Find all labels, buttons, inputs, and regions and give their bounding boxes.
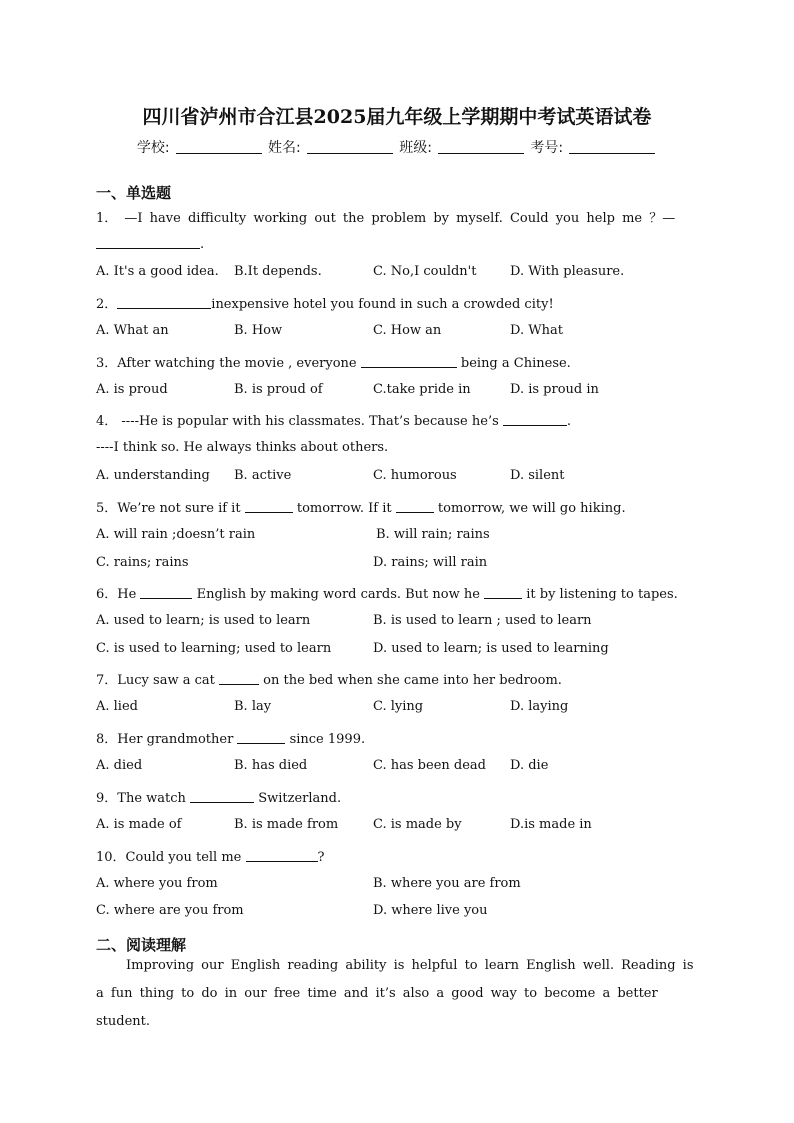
answer-blank — [117, 296, 211, 309]
option-d[interactable]: D.is made in — [510, 817, 592, 832]
answer-blank — [484, 586, 522, 599]
option-a[interactable]: A. used to learn; is used to learn — [96, 613, 311, 628]
option-b[interactable]: B. active — [234, 468, 292, 483]
option-b[interactable]: B. will rain; rains — [376, 527, 490, 542]
option-a[interactable]: A. is proud — [96, 382, 168, 397]
answer-blank — [361, 355, 457, 368]
option-c[interactable]: C.take pride in — [373, 382, 471, 397]
answer-blank — [190, 790, 254, 803]
option-a[interactable]: A. It's a good idea. — [96, 264, 219, 279]
option-c[interactable]: C. rains; rains — [96, 555, 189, 570]
number-label: 考号: — [530, 140, 564, 156]
option-c[interactable]: C. where are you from — [96, 903, 244, 918]
option-b[interactable]: B. is proud of — [234, 382, 323, 397]
question-9-stem: 9．The watch Switzerland. — [96, 791, 342, 806]
page-title: 四川省泸州市合江县2025届九年级上学期期中考试英语试卷 — [142, 106, 652, 128]
option-a[interactable]: A. is made of — [96, 817, 182, 832]
option-a[interactable]: A. What an — [96, 323, 169, 338]
option-b[interactable]: B. lay — [234, 699, 272, 714]
option-b[interactable]: B. is used to learn ; used to learn — [373, 613, 592, 628]
answer-blank — [503, 413, 567, 426]
option-c[interactable]: C. is made by — [373, 817, 462, 832]
option-a[interactable]: A. died — [96, 758, 143, 773]
option-c[interactable]: C. lying — [373, 699, 424, 714]
question-1-stem: 1． —I have difficulty working out the problem by myself. Could you help me ？— — [96, 211, 676, 226]
name-field[interactable] — [307, 139, 393, 154]
question-4-stem: 4． ----He is popular with his classmates. That’s because he’s . — [96, 414, 572, 429]
answer-blank — [140, 586, 192, 599]
question-8-stem: 8．Her grandmother since 1999. — [96, 732, 366, 747]
option-b[interactable]: B. has died — [234, 758, 308, 773]
section-heading-reading: 二、阅读理解 — [96, 936, 187, 954]
option-d[interactable]: D. where live you — [373, 903, 488, 918]
section-heading-single-choice: 一、单选题 — [96, 184, 172, 202]
class-field[interactable] — [438, 139, 524, 154]
answer-blank — [96, 236, 200, 249]
option-d[interactable]: D. is proud in — [510, 382, 599, 397]
question-7-stem: 7．Lucy saw a cat on the bed when she came into her bedroom. — [96, 673, 562, 688]
answer-blank — [396, 500, 434, 513]
option-a[interactable]: A. lied — [96, 699, 138, 714]
answer-blank — [237, 731, 285, 744]
option-b[interactable]: B. is made from — [234, 817, 339, 832]
question-1-stem-continued: . — [96, 236, 204, 252]
option-d[interactable]: D. What — [510, 323, 563, 338]
option-d[interactable]: D. laying — [510, 699, 569, 714]
option-c[interactable]: C. How an — [373, 323, 442, 338]
option-d[interactable]: D. used to learn; is used to learning — [373, 641, 609, 656]
option-c[interactable]: C. is used to learning; used to learn — [96, 641, 332, 656]
question-2-stem: 2． inexpensive hotel you found in such a crowded city! — [96, 297, 554, 312]
option-d[interactable]: D. silent — [510, 468, 565, 483]
question-10-stem: 10．Could you tell me ? — [96, 850, 325, 865]
option-a[interactable]: A. understanding — [96, 468, 210, 483]
option-b[interactable]: B.It depends. — [234, 264, 322, 279]
option-d[interactable]: D. With pleasure. — [510, 264, 625, 279]
question-6-stem: 6．He English by making word cards. But now he it by listening to tapes. — [96, 587, 678, 602]
school-field[interactable] — [176, 139, 262, 154]
school-label: 学校: — [136, 140, 170, 156]
option-c[interactable]: C. humorous — [373, 468, 457, 483]
answer-blank — [219, 672, 259, 685]
number-field[interactable] — [569, 139, 655, 154]
option-a[interactable]: A. where you from — [96, 876, 218, 891]
option-a[interactable]: A. will rain ;doesn’t rain — [96, 527, 256, 542]
name-label: 姓名: — [268, 140, 301, 156]
question-3-stem: 3．After watching the movie , everyone being a Chinese. — [96, 356, 571, 371]
option-d[interactable]: D. rains; will rain — [373, 555, 488, 570]
option-c[interactable]: C. No,I couldn't — [373, 264, 477, 279]
option-b[interactable]: B. where you are from — [373, 876, 521, 891]
option-b[interactable]: B. How — [234, 323, 283, 338]
question-4-reply: ----I think so. He always thinks about others. — [96, 440, 389, 455]
question-5-stem: 5．We’re not sure if it tomorrow. If it tomorrow, we will go hiking. — [96, 501, 626, 516]
answer-blank — [246, 849, 318, 862]
reading-passage: Improving our English reading ability is helpful to learn English well. Reading is a fun thing to do in our free time and it’s also a good way to become a better student. — [96, 958, 694, 1029]
option-d[interactable]: D. die — [510, 758, 549, 773]
answer-blank — [245, 500, 293, 513]
student-info-row — [0, 137, 794, 157]
class-label: 班级: — [399, 140, 432, 156]
option-c[interactable]: C. has been dead — [373, 758, 486, 773]
